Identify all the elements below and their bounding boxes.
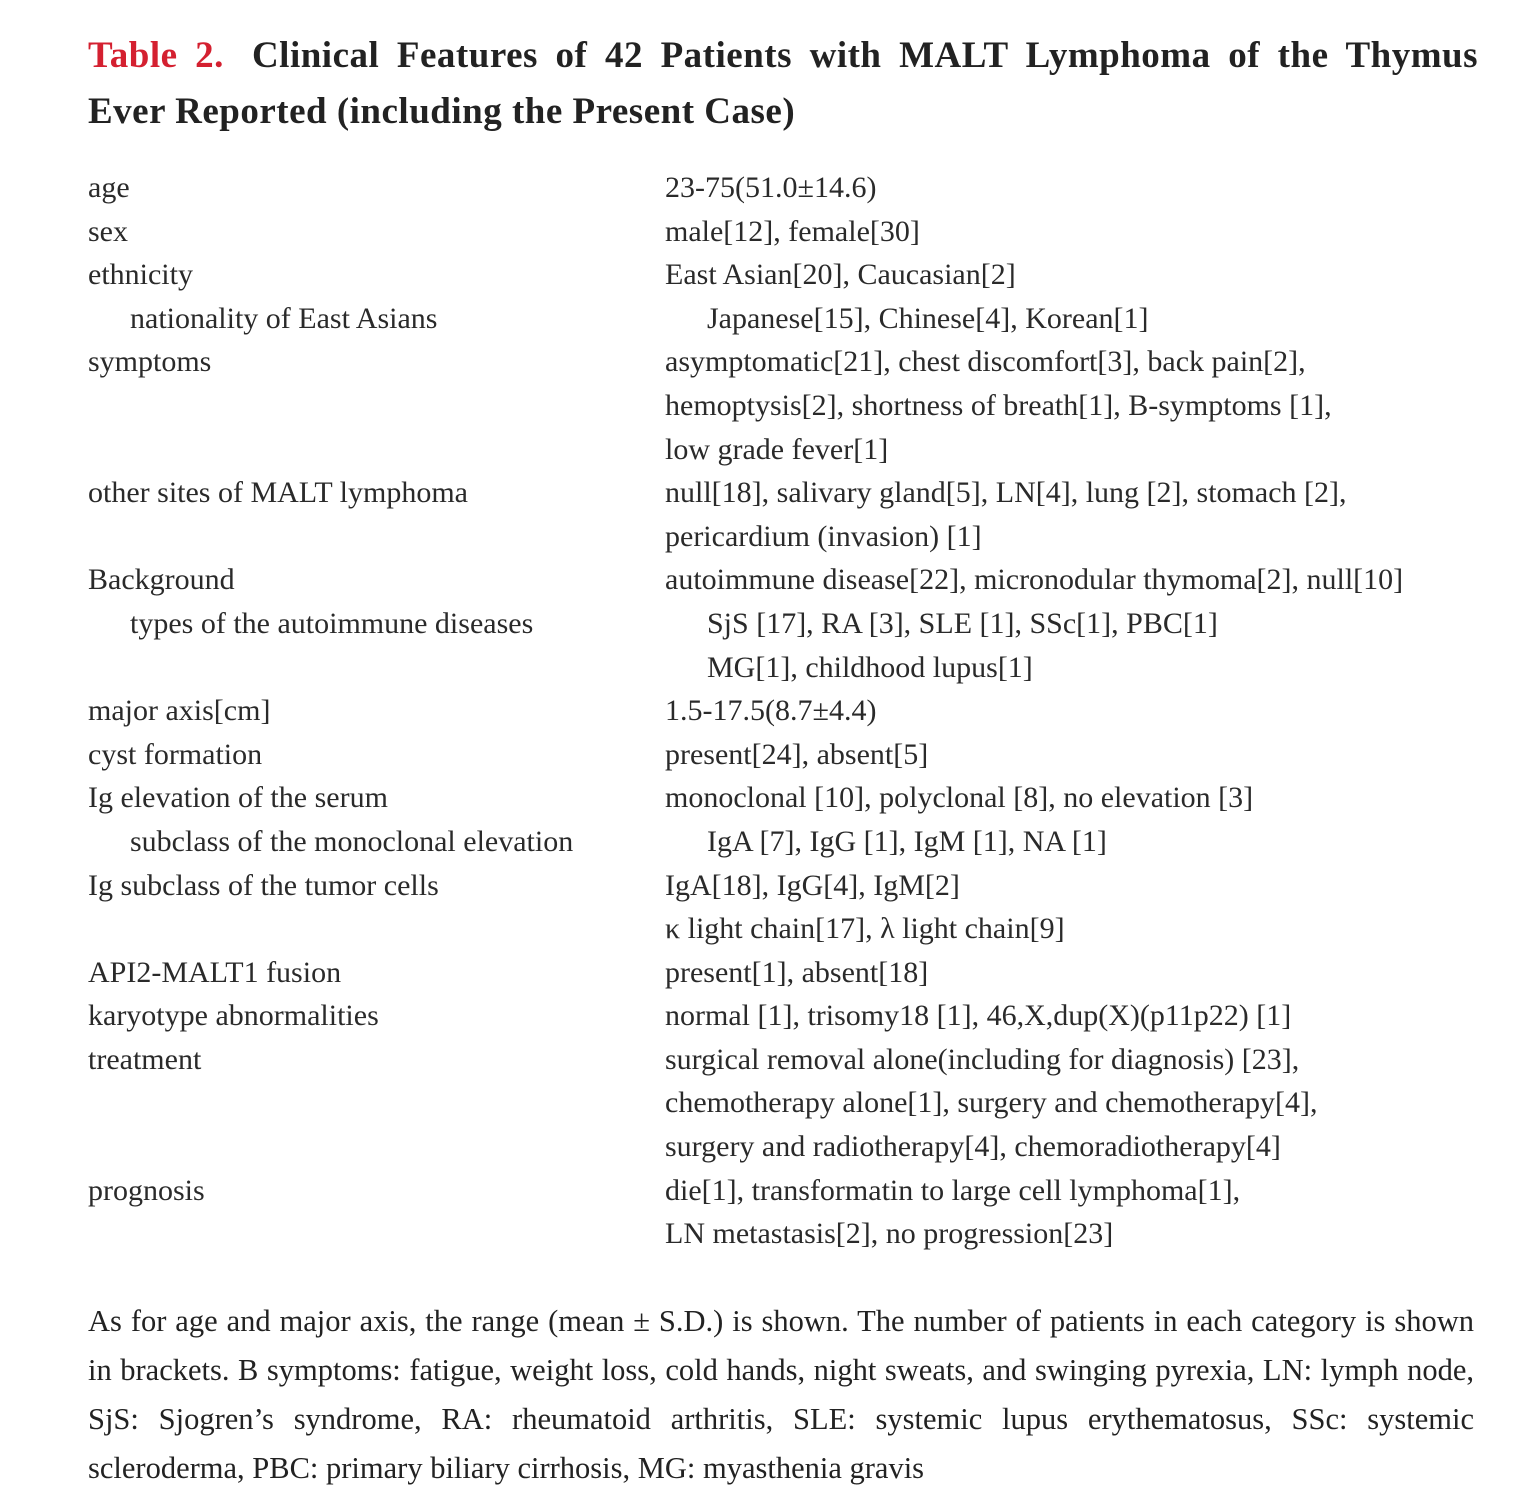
table-row: [88, 994, 1508, 1038]
table-label: Table 2.: [88, 35, 224, 76]
feature-value: [665, 994, 1508, 1038]
feature-label: prognosis: [88, 1173, 205, 1207]
feature-value-line: LN metastasis[2], no progression[23]: [665, 1217, 1114, 1251]
table-row: [88, 253, 1508, 297]
feature-value-line: MG[1], childhood lupus[1]: [707, 650, 1033, 684]
feature-value-line: normal [1], trisomy18 [1], 46,X,dup(X)(p11p22) [1]: [665, 999, 1292, 1033]
feature-label: symptoms: [88, 345, 212, 379]
feature-value-line: 1.5-17.5(8.7±4.4): [665, 694, 877, 728]
table-row: [88, 210, 1508, 254]
feature-label: API2-MALT1 fusion: [88, 955, 342, 989]
feature-value-line: surgical removal alone(including for diagnosis) [23],: [665, 1042, 1300, 1076]
feature-label: Background: [88, 563, 235, 597]
table-footnote: As for age and major axis, the range (mean ± S.D.) is shown. The number of patients in each category is shown in brackets. B symptoms: fatigue, weight loss, cold hands, night sweats, and swinging pyrexia, LN: lymph node, SjS: Sjogren’s syndrome, RA: rheumatoid arthritis, SLE: systemic lupus erythematosus, SSc: systemic scleroderma, PBC: primary biliary cirrhosis, MG: myasthenia gravis: [88, 1304, 1474, 1485]
feature-value-line: SjS [17], RA [3], SLE [1], SSc[1], PBC[1]: [707, 606, 1218, 640]
feature-value: [665, 689, 1508, 733]
feature-label: subclass of the monoclonal elevation: [130, 824, 574, 858]
feature-value-line: IgA[18], IgG[4], IgM[2]: [665, 868, 960, 902]
feature-label: cyst formation: [88, 737, 263, 771]
feature-label: karyotype abnormalities: [88, 999, 379, 1033]
feature-value-line: Japanese[15], Chinese[4], Korean[1]: [707, 301, 1149, 335]
table-row: [88, 1169, 1508, 1256]
feature-label: Ig subclass of the tumor cells: [88, 868, 439, 902]
feature-value-line: male[12], female[30]: [665, 214, 920, 248]
table-row: [88, 340, 1508, 471]
feature-value: [665, 297, 1508, 341]
feature-value-line: asymptomatic[21], chest discomfort[3], back pain[2],: [665, 345, 1306, 379]
table-row: [88, 297, 1508, 341]
feature-label: age: [88, 171, 130, 204]
feature-value: [665, 602, 1508, 689]
table-row: [88, 864, 1508, 951]
feature-value: [665, 1169, 1508, 1256]
feature-value-line: chemotherapy alone[1], surgery and chemotherapy[4],: [665, 1086, 1318, 1120]
feature-value-line: pericardium (invasion) [1]: [665, 519, 982, 553]
feature-value: [665, 951, 1508, 995]
table-row: [88, 776, 1508, 820]
feature-value-line: 23-75(51.0±14.6): [665, 171, 877, 204]
feature-value: [665, 166, 1508, 210]
feature-value: [665, 733, 1508, 777]
feature-value: [665, 558, 1508, 602]
feature-value: [665, 253, 1508, 297]
feature-label: ethnicity: [88, 258, 193, 292]
feature-value: [665, 776, 1508, 820]
feature-value-line: null[18], salivary gland[5], LN[4], lung [2], stomach [2],: [665, 476, 1347, 510]
feature-value: [665, 1038, 1508, 1169]
table-row: [88, 558, 1508, 602]
feature-label: other sites of MALT lymphoma: [88, 476, 468, 510]
table-row: [88, 1038, 1508, 1169]
feature-label: nationality of East Asians: [130, 301, 438, 335]
feature-value-line: autoimmune disease[22], micronodular thymoma[2], null[10]: [665, 563, 1404, 597]
feature-value-line: monoclonal [10], polyclonal [8], no elevation [3]: [665, 781, 1254, 815]
table-row: [88, 602, 1508, 689]
feature-value-line: hemoptysis[2], shortness of breath[1], B-symptoms [1],: [665, 388, 1332, 422]
feature-value-line: East Asian[20], Caucasian[2]: [665, 258, 1016, 292]
table-row: [88, 820, 1508, 864]
feature-label: Ig elevation of the serum: [88, 781, 388, 815]
table-caption: [88, 28, 1478, 140]
feature-value-line: κ light chain[17], λ light chain[9]: [665, 912, 1065, 946]
feature-label: types of the autoimmune diseases: [130, 606, 534, 640]
feature-value-line: present[1], absent[18]: [665, 955, 929, 989]
feature-label: treatment: [88, 1042, 202, 1076]
clinical-features-table: [88, 166, 1508, 1256]
feature-value: [665, 820, 1508, 864]
feature-value-line: IgA [7], IgG [1], IgM [1], NA [1]: [707, 824, 1107, 858]
feature-value-line: die[1], transformatin to large cell lymphoma[1],: [665, 1173, 1241, 1207]
feature-value-line: low grade fever[1]: [665, 432, 889, 466]
table-row: [88, 951, 1508, 995]
table-title: Clinical Features of 42 Patients with MALT Lymphoma of the Thymus Ever Reported (including the Present Case): [88, 35, 1478, 132]
table-row: [88, 166, 1508, 210]
feature-value: [665, 471, 1508, 558]
feature-value: [665, 210, 1508, 254]
feature-value-line: present[24], absent[5]: [665, 737, 929, 771]
feature-value: [665, 864, 1508, 951]
table-row: [88, 733, 1508, 777]
table-row: [88, 689, 1508, 733]
feature-value-line: surgery and radiotherapy[4], chemoradiotherapy[4]: [665, 1130, 1281, 1164]
table-row: [88, 471, 1508, 558]
feature-value: [665, 340, 1508, 471]
feature-label: sex: [88, 214, 128, 248]
feature-label: major axis[cm]: [88, 694, 271, 728]
